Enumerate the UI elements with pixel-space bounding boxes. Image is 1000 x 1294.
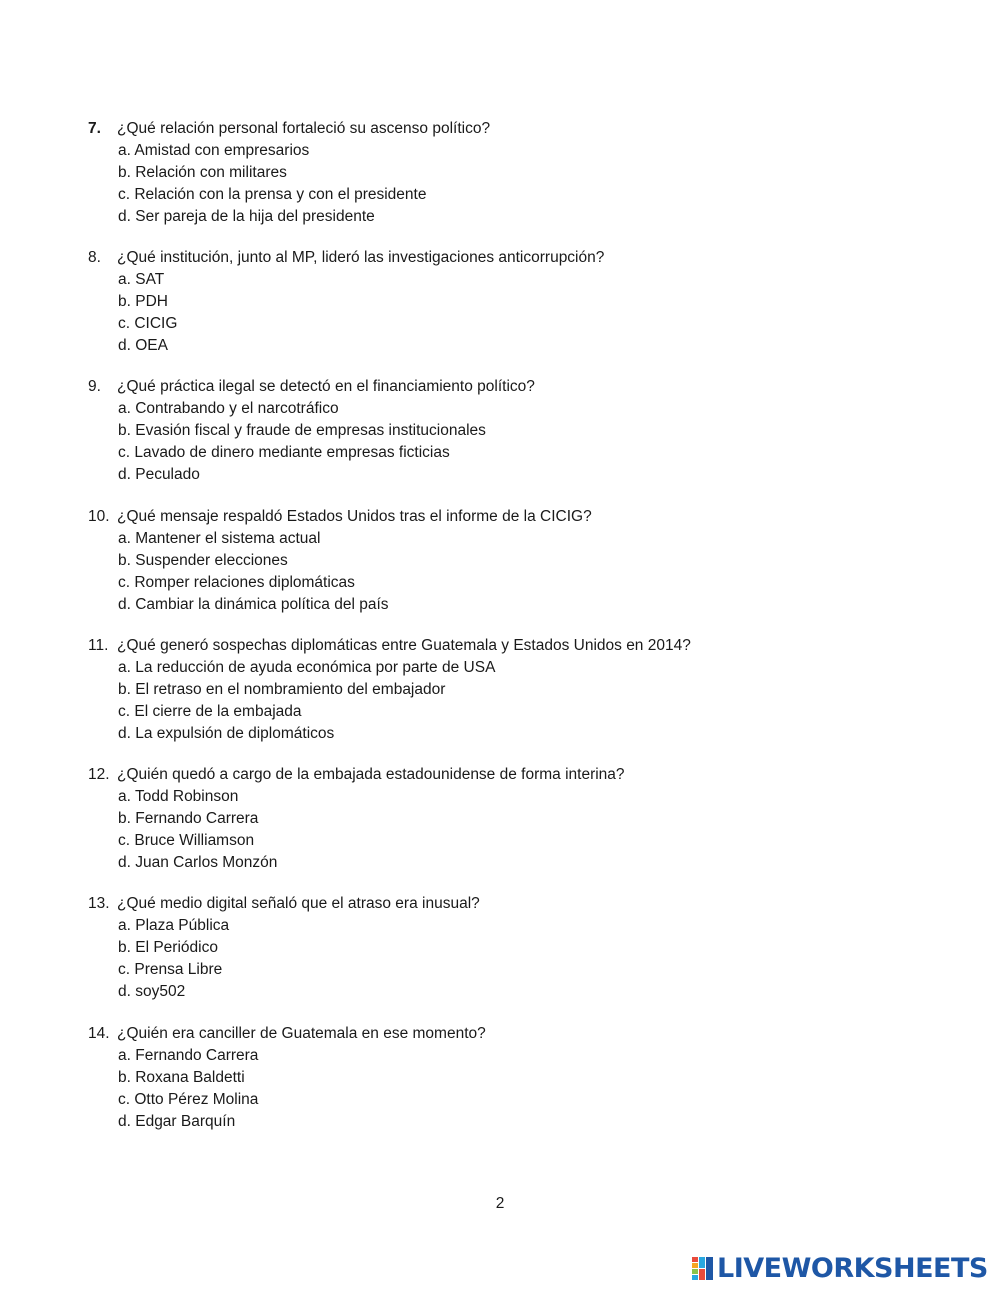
question-block [88, 1023, 848, 1133]
answer-option: b. Fernando Carrera [118, 810, 259, 827]
question-text: ¿Qué relación personal fortaleció su ascenso político? [117, 120, 491, 137]
answer-option: c. CICIG [118, 315, 178, 332]
answer-option: c. El cierre de la embajada [118, 703, 302, 720]
question-block [88, 764, 848, 874]
answer-option: a. Fernando Carrera [118, 1047, 259, 1064]
question-block [88, 376, 848, 486]
question-number: 7. [88, 120, 101, 137]
liveworksheets-brand[interactable] [692, 1254, 988, 1284]
question-text: ¿Qué medio digital señaló que el atraso era inusual? [117, 895, 480, 912]
question-number: 14. [88, 1025, 110, 1042]
question-line [88, 1023, 848, 1045]
answer-option: c. Relación con la prensa y con el presidente [118, 186, 427, 203]
question-number: 12. [88, 766, 110, 783]
question-line [88, 247, 848, 269]
answer-option: a. Mantener el sistema actual [118, 530, 321, 547]
question-block [88, 118, 848, 228]
question-number: 13. [88, 895, 110, 912]
question-block [88, 247, 848, 357]
answer-option: d. Cambiar la dinámica política del país [118, 596, 389, 613]
question-number: 11. [88, 637, 109, 654]
question-number: 8. [88, 249, 101, 266]
question-block [88, 893, 848, 1003]
question-text: ¿Qué práctica ilegal se detectó en el financiamiento político? [117, 378, 535, 395]
liveworksheets-logo-icon [692, 1257, 714, 1281]
question-line [88, 506, 848, 528]
answer-option: c. Prensa Libre [118, 961, 223, 978]
answer-option: a. Todd Robinson [118, 788, 239, 805]
answer-option: a. Contrabando y el narcotráfico [118, 400, 339, 417]
question-block [88, 506, 848, 616]
answer-option: c. Bruce Williamson [118, 832, 255, 849]
question-block [88, 635, 848, 745]
answer-option: a. Amistad con empresarios [118, 142, 310, 159]
answer-option: b. El retraso en el nombramiento del embajador [118, 681, 446, 698]
brand-name: LIVEWORKSHEETS [717, 1253, 988, 1284]
answer-option: c. Romper relaciones diplomáticas [118, 574, 355, 591]
question-line [88, 635, 848, 657]
question-line [88, 376, 848, 398]
question-text: ¿Qué mensaje respaldó Estados Unidos tras el informe de la CICIG? [117, 508, 592, 525]
question-line [88, 118, 848, 140]
question-text: ¿Quién quedó a cargo de la embajada estadounidense de forma interina? [117, 766, 625, 783]
answer-option: a. La reducción de ayuda económica por parte de USA [118, 659, 496, 676]
answer-option: d. Ser pareja de la hija del presidente [118, 208, 375, 225]
page-number: 2 [495, 1195, 505, 1212]
answer-option: d. La expulsión de diplomáticos [118, 725, 335, 742]
answer-option: b. Suspender elecciones [118, 552, 288, 569]
answer-option: d. Edgar Barquín [118, 1113, 236, 1130]
answer-option: d. OEA [118, 337, 168, 354]
answer-option: d. Peculado [118, 466, 200, 483]
question-text: ¿Quién era canciller de Guatemala en ese momento? [117, 1025, 486, 1042]
answer-option: b. El Periódico [118, 939, 218, 956]
question-text: ¿Qué generó sospechas diplomáticas entre Guatemala y Estados Unidos en 2014? [117, 637, 691, 654]
answer-option: b. Roxana Baldetti [118, 1069, 245, 1086]
answer-option: b. Evasión fiscal y fraude de empresas institucionales [118, 422, 486, 439]
answer-option: b. Relación con militares [118, 164, 287, 181]
answer-option: d. soy502 [118, 983, 186, 1000]
answer-option: a. SAT [118, 271, 165, 288]
answer-option: c. Otto Pérez Molina [118, 1091, 259, 1108]
question-number: 9. [88, 378, 101, 395]
question-number: 10. [88, 508, 110, 525]
answer-option: b. PDH [118, 293, 168, 310]
question-text: ¿Qué institución, junto al MP, lideró las investigaciones anticorrupción? [117, 249, 605, 266]
answer-option: a. Plaza Pública [118, 917, 230, 934]
question-line [88, 893, 848, 915]
question-line [88, 764, 848, 786]
answer-option: c. Lavado de dinero mediante empresas ficticias [118, 444, 450, 461]
answer-option: d. Juan Carlos Monzón [118, 854, 278, 871]
